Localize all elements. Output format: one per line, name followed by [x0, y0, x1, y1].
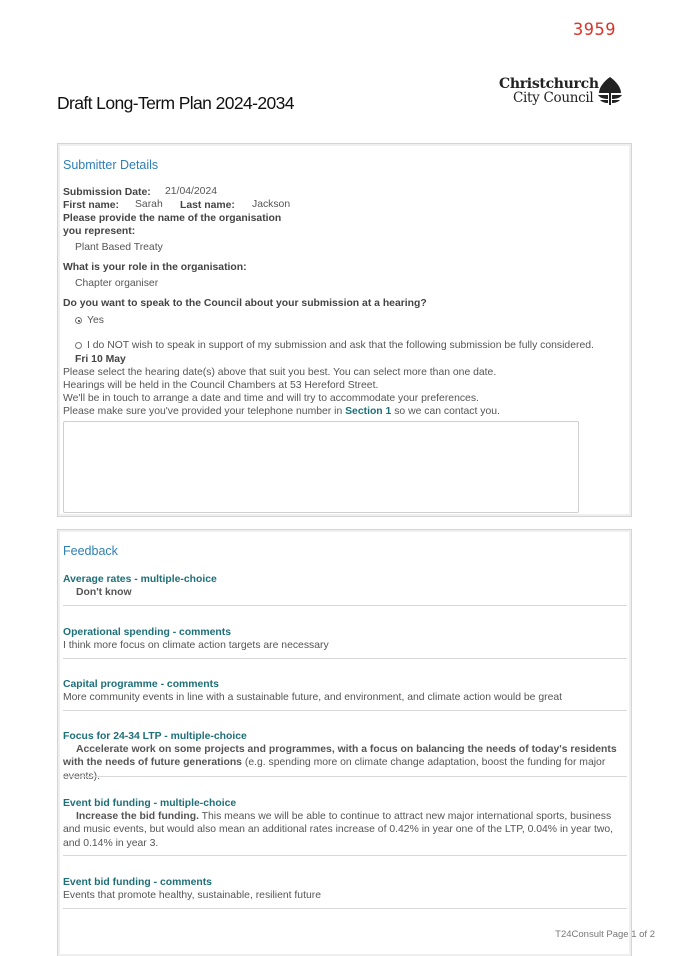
last-name-value: Jackson — [252, 199, 291, 210]
divider — [63, 658, 627, 659]
section-1-link[interactable]: Section 1 — [345, 406, 392, 417]
first-name-label: First name: — [63, 200, 120, 211]
radio-unchecked-icon[interactable] — [75, 342, 82, 349]
feedback-section-title: Feedback — [63, 544, 118, 558]
cathedral-logo-icon — [595, 76, 625, 106]
radio-checked-icon[interactable] — [75, 317, 82, 324]
feedback-heading: Capital programme - comments — [63, 679, 219, 690]
feedback-panel — [57, 529, 632, 956]
role-answer: Chapter organiser — [75, 278, 159, 289]
org-answer: Plant Based Treaty — [75, 242, 163, 253]
feedback-item — [63, 730, 628, 783]
page-footer: T24Consult Page 1 of 2 — [555, 929, 655, 940]
hearing-info-line1: Please select the hearing date(s) above that suit you best. You can select more than one date. — [63, 367, 497, 378]
feedback-answer: Accelerate work on some projects and programmes, with a focus on balancing the needs of today's residents with the needs of future generations (e.g. spending more on climate change adaptation, boost the funding for major events). — [63, 744, 617, 782]
hearing-question: Do you want to speak to the Council about your submission at a hearing? — [63, 298, 427, 309]
feedback-item — [63, 573, 628, 599]
feedback-answer: Increase the bid funding. This means we will be able to continue to attract new major international sports, business and music events, but would also mean an additional rates increase of 0.42% in year one of the LTP, 0.04% in year two, and 0.14% in year 3. — [63, 811, 614, 849]
hearing-info-line2: Hearings will be held in the Council Chambers at 53 Hereford Street. — [63, 380, 379, 391]
comments-textarea[interactable] — [63, 421, 579, 513]
feedback-item — [63, 626, 628, 652]
feedback-answer: More community events in line with a sustainable future, and environment, and climate action would be great — [63, 692, 563, 703]
last-name-label: Last name: — [180, 200, 235, 211]
feedback-answer: Events that promote healthy, sustainable, resilient future — [63, 890, 321, 901]
divider — [63, 710, 627, 711]
feedback-answer: I think more focus on climate action targets are necessary — [63, 640, 329, 651]
submission-date-label: Submission Date: — [63, 187, 151, 198]
first-name-value: Sarah — [135, 199, 163, 210]
logo-text-line2: City Council — [513, 90, 594, 106]
document-title: Draft Long-Term Plan 2024-2034 — [57, 93, 294, 113]
feedback-item — [63, 797, 628, 850]
hearing-option-no[interactable]: I do NOT wish to speak in support of my submission and ask that the following submission be fully considered. — [75, 340, 594, 351]
submission-date-value: 21/04/2024 — [165, 186, 218, 197]
divider — [63, 855, 627, 856]
org-question-line1: Please provide the name of the organisation — [63, 213, 282, 224]
hearing-info-line4: Please make sure you've provided your telephone number in Section 1 so we can contact you. — [63, 406, 500, 417]
hearing-date-option: Fri 10 May — [75, 354, 126, 365]
feedback-item — [63, 876, 628, 902]
council-logo — [499, 76, 629, 108]
feedback-heading: Focus for 24-34 LTP - multiple-choice — [63, 731, 247, 742]
submitter-details-panel — [57, 143, 632, 517]
feedback-heading: Event bid funding - comments — [63, 877, 212, 888]
feedback-item — [63, 678, 628, 704]
submission-date-row — [63, 186, 151, 199]
divider — [63, 605, 627, 606]
org-question-line2: you represent: — [63, 226, 136, 237]
submitter-section-title: Submitter Details — [63, 158, 159, 172]
divider — [63, 776, 627, 777]
divider — [63, 908, 627, 909]
logo-text-line1: Christchurch — [499, 76, 599, 92]
feedback-heading: Event bid funding - multiple-choice — [63, 798, 237, 809]
feedback-answer: Don't know — [76, 587, 132, 598]
feedback-heading: Average rates - multiple-choice — [63, 574, 217, 585]
page-stamp-number: 3959 — [573, 20, 616, 40]
role-question: What is your role in the organisation: — [63, 262, 247, 273]
hearing-info-line3: We'll be in touch to arrange a date and time and will try to accommodate your preferences. — [63, 393, 479, 404]
hearing-option-yes[interactable]: Yes — [75, 315, 104, 326]
feedback-heading: Operational spending - comments — [63, 627, 232, 638]
